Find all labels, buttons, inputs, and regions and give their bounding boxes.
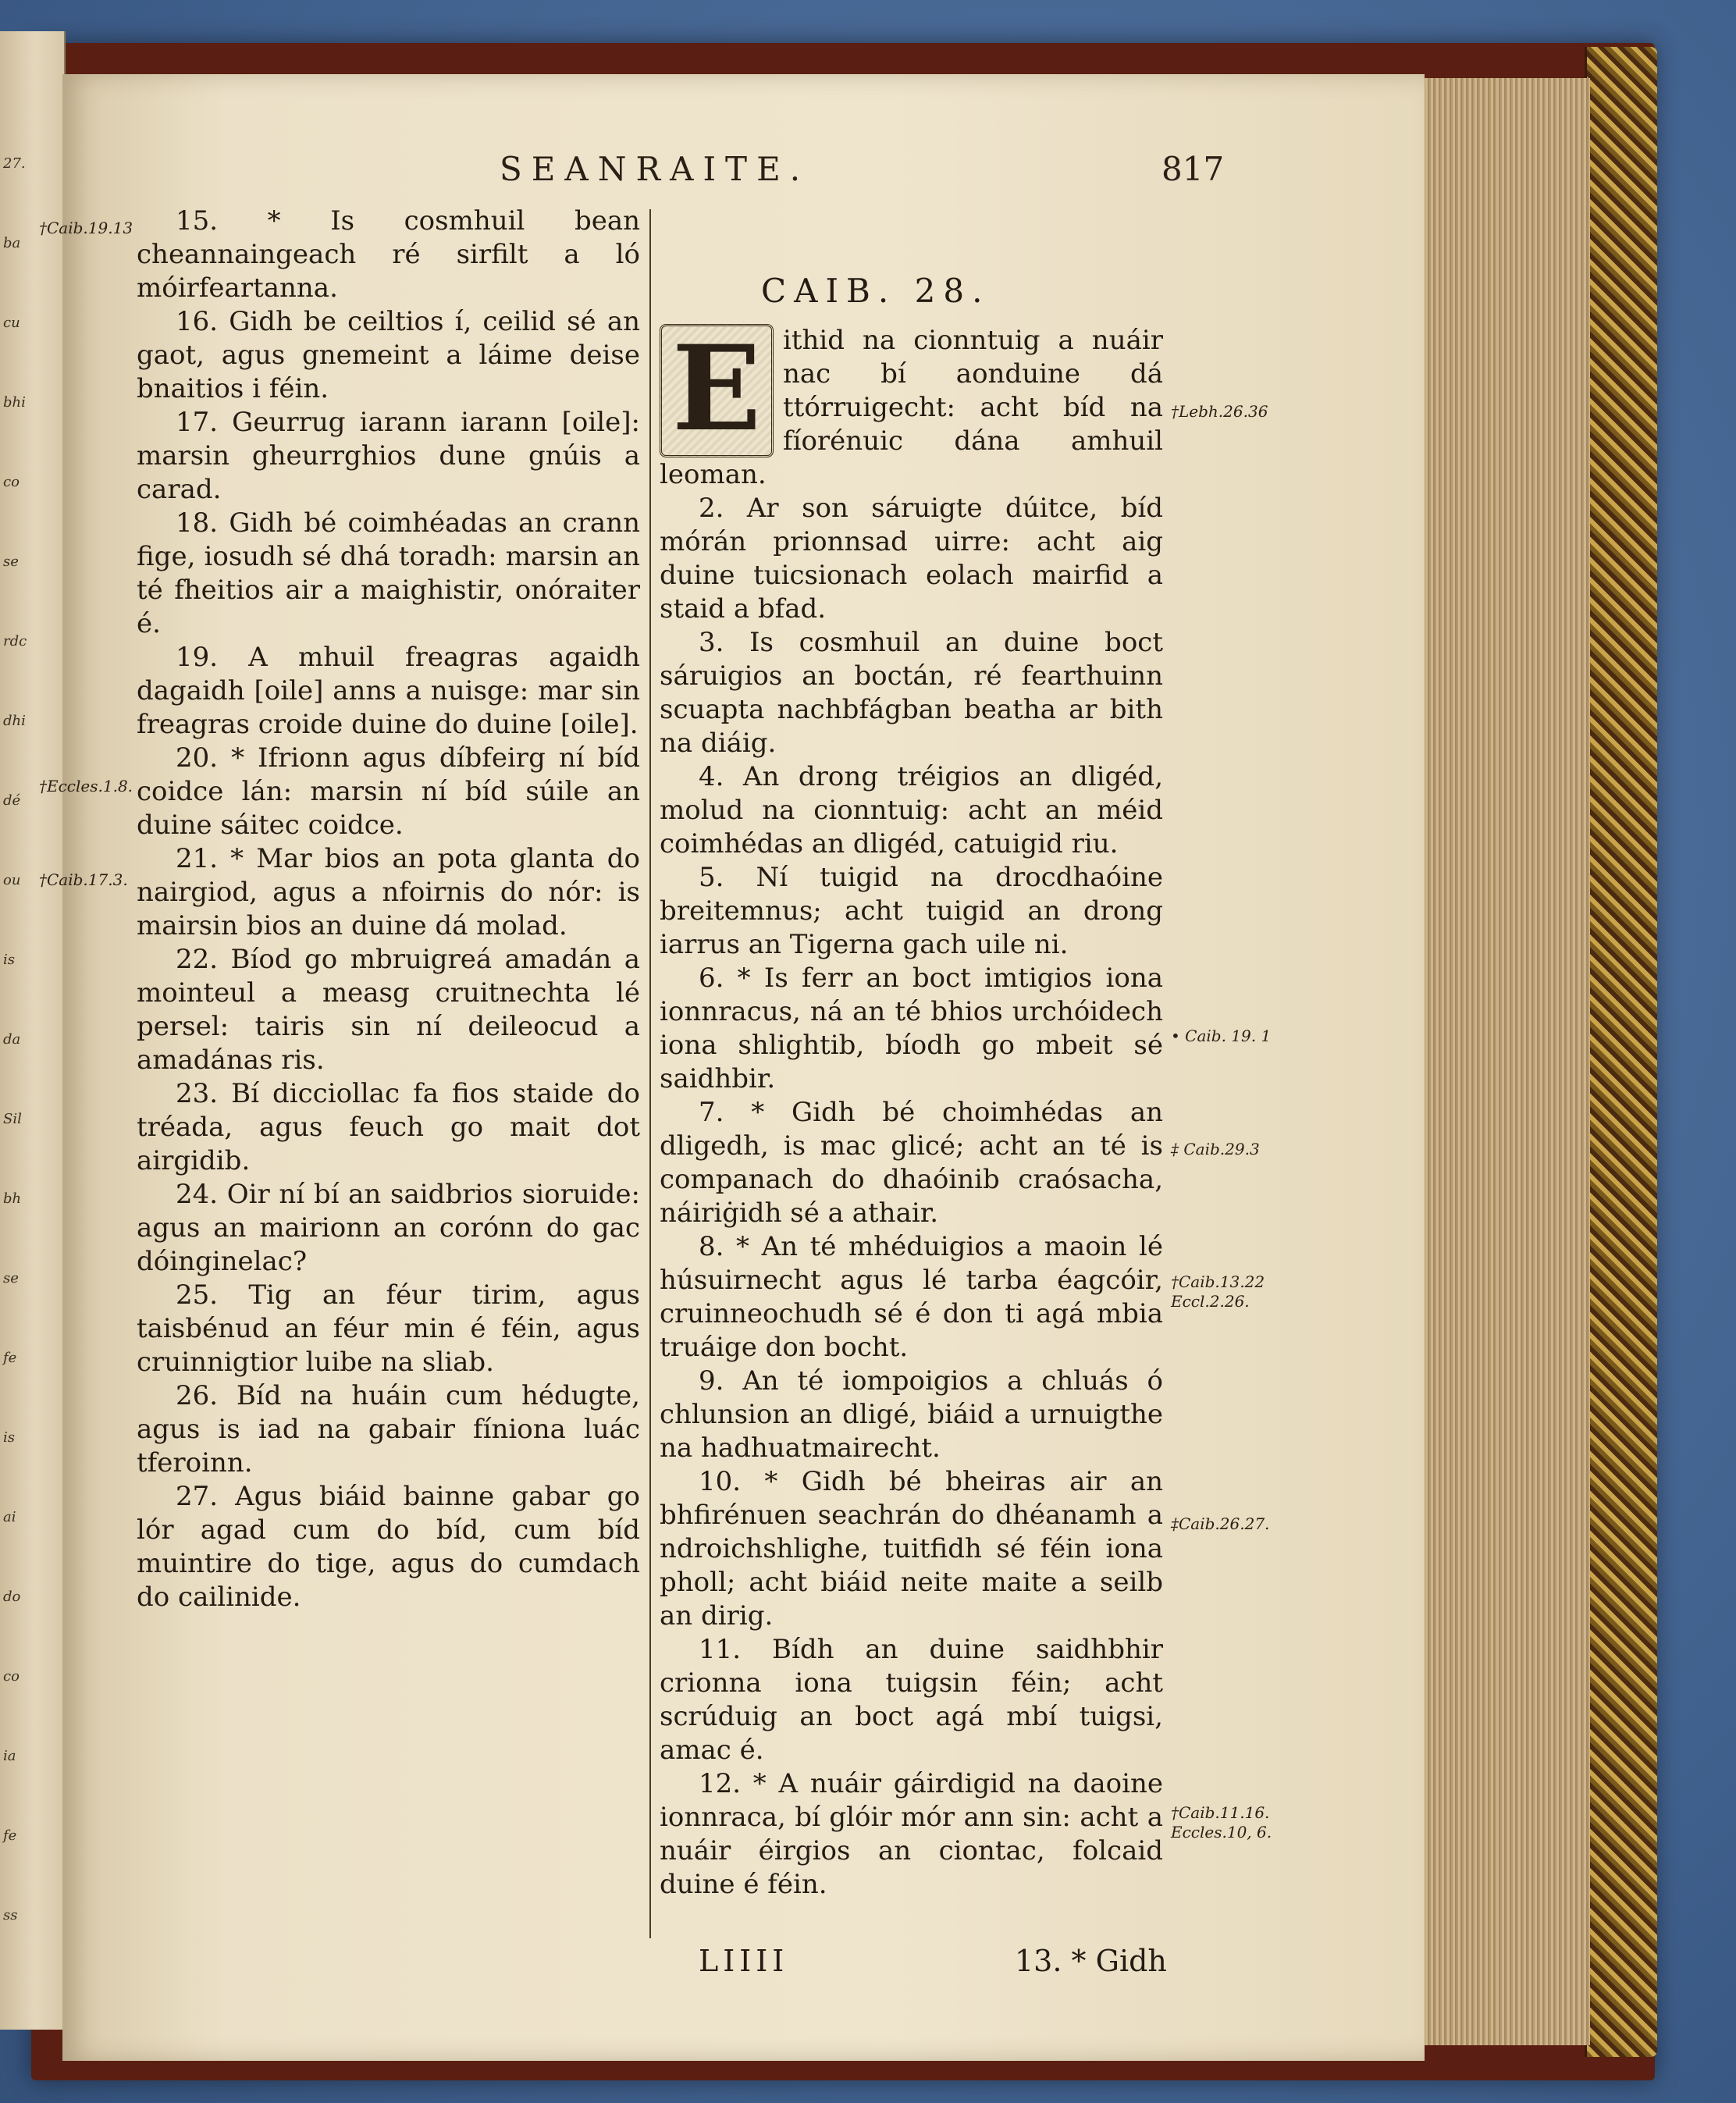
previous-page-text: ss — [3, 1907, 18, 1923]
column-rule — [649, 209, 651, 1938]
verse-text: ithid na cionntuig a nuáir nac bí aonduine dá ttórruigecht: acht bíd na fíorénuic dána amhuil leoman. — [660, 325, 1163, 490]
margin-note: ‡Caib.26.27. — [1171, 1514, 1270, 1533]
gilt-tooled-edge — [1585, 47, 1657, 2057]
margin-note: Eccles.10, 6. — [1171, 1823, 1272, 1841]
previous-page-text: 27. — [3, 155, 26, 172]
verse: 24. Oir ní bí an saidbrios sioruide: agus an mairionn an corónn do gac dóinginelac? — [137, 1179, 640, 1277]
catchword: 13. * Gidh — [1015, 1944, 1167, 1978]
verse: 23. Bí dicciollac fa fios staide do tréada, agus feuch go mait dot airgidib. — [137, 1078, 640, 1176]
verse: 9. An té iompoigios a chluás ó chlunsion an dligé, biáid a urnuigthe na hadhuatmairecht. — [660, 1365, 1163, 1464]
verse: 26. Bíd na huáin cum hédugte, agus is iad na gabair fíniona luác tferoinn. — [137, 1380, 640, 1479]
page-number: 817 — [1161, 150, 1225, 188]
verse: 6. * Is ferr an boct imtigios iona ionnracus, ná an té bhios urchóidech iona shlightib, bíodh go mbeit sé saidhbir. — [660, 963, 1163, 1094]
previous-page-text: Sil — [3, 1111, 22, 1127]
previous-page-text: dé — [3, 792, 21, 809]
verse: 7. * Gidh bé choimhédas an dligedh, is mac glicé; acht an té is companach do dhaóinib craósacha, náiriġidh sé a athair. — [660, 1097, 1163, 1229]
verse: 5. Ní tuigid na drocdhaóine breitemnus; acht tuigid an drong iarrus an Tigerna gach uile ni. — [660, 862, 1163, 960]
previous-page-text: is — [3, 1429, 15, 1446]
page-fore-edge — [1417, 78, 1590, 2045]
verse: 25. Tig an féur tirim, agus taisbénud an féur min é féin, agus cruinnigtior luibe na sliab. — [137, 1279, 640, 1378]
verse: 22. Bíod go mbruigreá amadán a mointeul a measg cruitnechta lé persel: tairis sin ní deileocud a amadánas ris. — [137, 944, 640, 1076]
previous-page-text: dhi — [3, 713, 26, 729]
previous-page-text: co — [3, 474, 20, 490]
previous-page-text: co — [3, 1668, 20, 1685]
verse: 20. * Ifrionn agus díbfeirg ní bíd coidce lán: marsin ní bíd súile an duine sáitec coidce. — [137, 742, 640, 841]
book-page — [39, 74, 1425, 2061]
verse: 8. * An té mhéduigios a maoin lé húsuirnecht agus lé tarba éagcóir, cruinneochudh sé é don ti agá mbia truáige don bocht. — [660, 1231, 1163, 1363]
previous-page-text: se — [3, 1270, 19, 1286]
margin-note: ‡ Caib.29.3 — [1171, 1140, 1260, 1158]
verse: 21. * Mar bios an pota glanta do nairgiod, agus a nfoirnis do nór: is mairsin bios an duine dá molad. — [137, 843, 640, 941]
previous-page-text: is — [3, 952, 15, 968]
verse: 15. * Is cosmhuil bean cheannaingeach ré sirfilt a ló móirfeartanna. — [137, 205, 640, 304]
verse: 4. An drong tréigios an dligéd, molud na cionntuig: acht an méid coimhédas an dligéd, catuigid riu. — [660, 761, 1163, 859]
verse: 17. Geurrug iarann iarann [oile]: marsin gheurrghios dune gnúis a carad. — [137, 407, 640, 505]
right-text-column — [660, 320, 1163, 1902]
verse: 12. * A nuáir gáirdigid na daoine ionnraca, bí glóir mór ann sin: acht a nuáir éirgios an ciontac, folcaid duine é féin. — [660, 1768, 1163, 1900]
verse: 3. Is cosmhuil an duine boct sáruigios an boctán, ré fearthuinn scuapta nachbfágban beatha ar bith na diáig. — [660, 627, 1163, 759]
verse: 2. Ar son sáruigte dúitce, bíd mórán prionnsad uirre: acht aig duine tuicsionach eolach mairfid a staid a bfad. — [660, 493, 1163, 624]
previous-page-text: ai — [3, 1509, 16, 1525]
previous-page-text: da — [3, 1031, 21, 1048]
previous-page-text: bh — [3, 1190, 22, 1207]
verse: 27. Agus biáid bainne gabar go lór agad cum do bíd, cum bíd muintire do tige, agus do cumdach do cailinide. — [137, 1481, 640, 1613]
verse: 16. Gidh be ceiltios í, ceilid sé an gaot, agus gnemeint a láime deise bnaitios i féin. — [137, 306, 640, 404]
previous-page-text: fe — [3, 1350, 17, 1366]
margin-note: †Caib.19.13 — [39, 219, 133, 237]
verse: 19. A mhuil freagras agaidh dagaidh [oile] anns a nuisge: mar sin freagras croide duine do duine [oile]. — [137, 642, 640, 740]
decorated-initial: E — [660, 324, 774, 457]
previous-page-text: rdc — [3, 633, 27, 649]
margin-note: †Caib.11.16. — [1171, 1803, 1270, 1822]
verse: 18. Gidh bé coimhéadas an crann fige, iosudh sé dhá toradh: marsin an té fheitios air a maighistir, onóraiter é. — [137, 507, 640, 639]
previous-page-text: bhi — [3, 394, 26, 411]
previous-page-text: ou — [3, 872, 21, 888]
left-text-column — [137, 205, 640, 1614]
previous-page-text: ia — [3, 1748, 16, 1764]
previous-page-text: fe — [3, 1827, 17, 1844]
margin-note: †Caib.17.3. — [39, 870, 128, 889]
margin-note: Eccl.2.26. — [1171, 1292, 1250, 1311]
previous-page-text: do — [3, 1589, 21, 1605]
chapter-heading: CAIB. 28. — [761, 272, 991, 310]
margin-note: †Eccles.1.8. — [39, 777, 133, 795]
verse: 11. Bídh an duine saidhbhir crionna iona tuigsin féin; acht scrúduig an boct agá mbí tuigsi, amac é. — [660, 1634, 1163, 1766]
signature-mark: LIIII — [699, 1944, 789, 1978]
running-head: SEANRAITE. — [500, 150, 810, 188]
verse-with-initial — [660, 320, 1163, 492]
margin-note: †Caib.13.22 — [1171, 1272, 1265, 1291]
margin-note: • Caib. 19. 1 — [1171, 1027, 1272, 1045]
margin-note: †Lebh.26.36 — [1171, 402, 1268, 421]
previous-page-text: cu — [3, 315, 20, 331]
verse: 10. * Gidh bé bheiras air an bhfirénuen seachrán do dhéanamh a ndroichshlighe, tuitfidh sé féin iona pholl; acht biáid neite maite a seilb an dirig. — [660, 1466, 1163, 1632]
previous-page-fragment — [0, 31, 66, 2030]
previous-page-text: ba — [3, 235, 21, 251]
previous-page-text: se — [3, 553, 19, 570]
